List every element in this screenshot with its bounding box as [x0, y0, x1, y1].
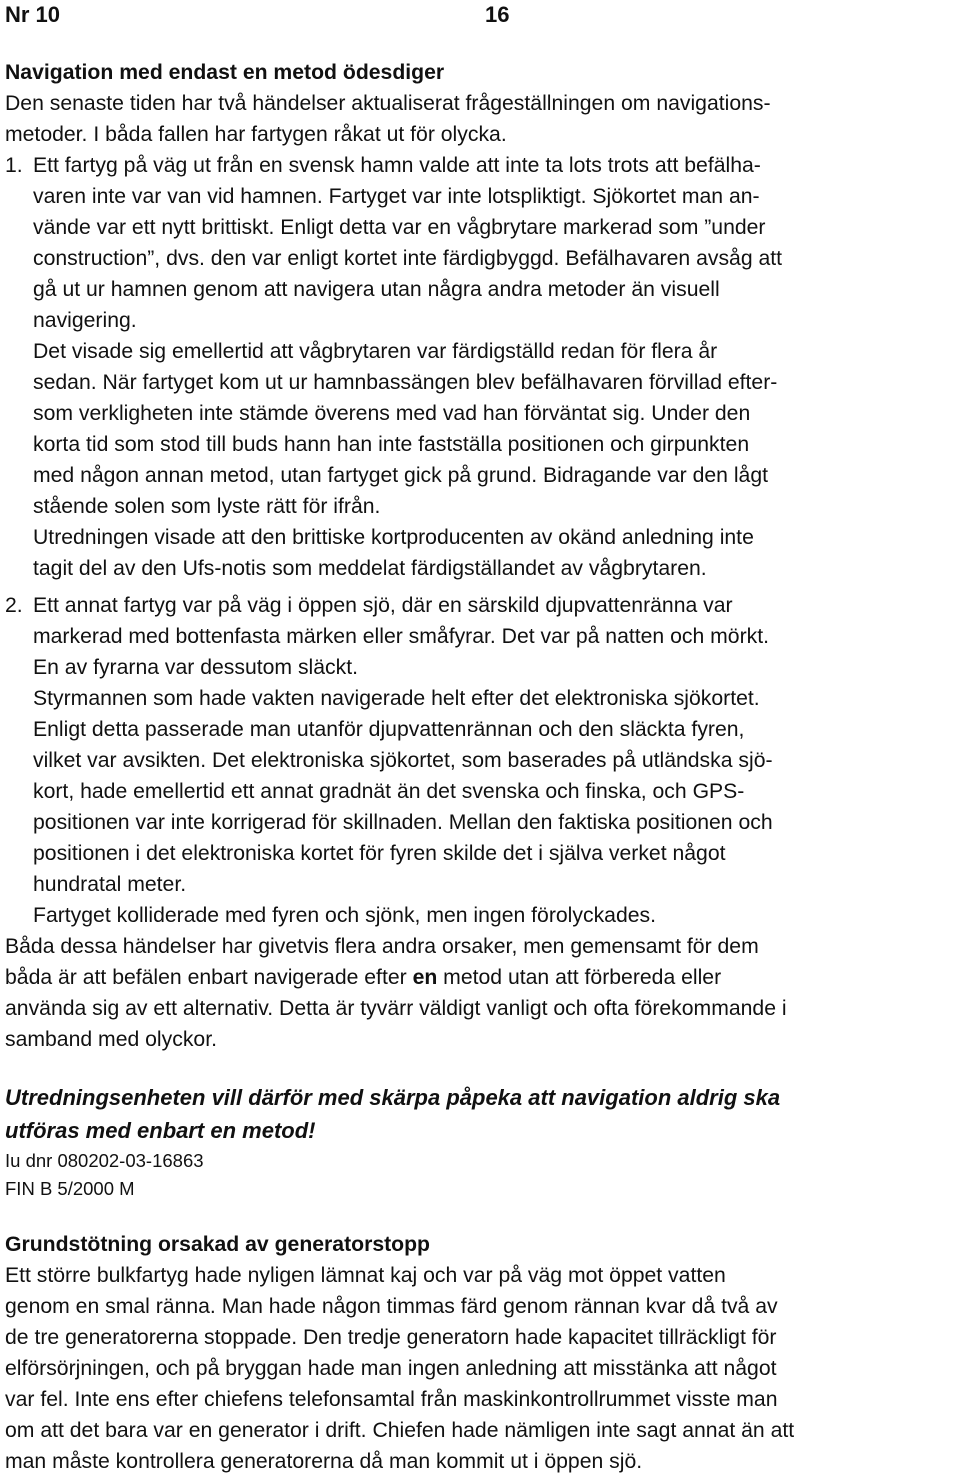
page-header: [0, 0, 960, 30]
reference-line: Iu dnr 080202-03-16863: [5, 1150, 204, 1171]
text-line: Fartyget kolliderade med fyren och sjönk, men ingen förolyckades.: [33, 904, 656, 927]
page-number: 16: [485, 2, 510, 27]
text-line: [5, 590, 953, 621]
text-line: de tre generatorerna stoppade. Den tredje generatorn hade kapacitet tillräckligt för: [5, 1326, 777, 1349]
warning-statement: [5, 1081, 953, 1147]
line-text: Ett fartyg på väg ut från en svensk hamn valde att inte ta lots trots att befälha-: [33, 154, 761, 177]
text-line: om att det bara var en generator i drift. Chiefen hade nämligen inte sagt annat än att: [5, 1419, 795, 1442]
emphasis-text: en: [412, 966, 438, 989]
text-line: [5, 962, 953, 993]
text-line: metoder. I båda fallen har fartygen råkat ut för olycka.: [5, 123, 507, 146]
text-line: genom en smal ränna. Man hade någon timmas färd genom rännan kvar då två av: [5, 1295, 778, 1318]
line-text: båda är att befälen enbart navigerade efter: [5, 966, 413, 989]
text-line: positionen i det elektroniska kortet för fyren skilde det i själva verket något: [33, 842, 726, 865]
text-line: varen inte var van vid hamnen. Fartyget var inte lotspliktigt. Sjökortet man an-: [33, 185, 760, 208]
text-line: kort, hade emellertid ett annat gradnät än det svenska och finska, och GPS-: [33, 780, 745, 803]
text-line: Ett större bulkfartyg hade nyligen lämnat kaj och var på väg mot öppet vatten: [5, 1264, 726, 1287]
article-title: Navigation med endast en metod ödesdiger: [5, 61, 445, 84]
text-line: vilket var avsikten. Det elektroniska sjökortet, som baserades på utländska sjö-: [33, 749, 773, 772]
list-number: 1.: [5, 154, 23, 177]
text-line: tagit del av den Ufs-notis som meddelat färdigställandet av vågbrytaren.: [33, 557, 707, 580]
text-line: [5, 150, 953, 181]
text-line: Styrmannen som hade vakten navigerade helt efter det elektroniska sjökortet.: [33, 687, 760, 710]
line-text: metod utan att förbereda eller: [437, 966, 722, 989]
text-line: Det visade sig emellertid att vågbrytaren var färdigställd redan för flera år: [33, 340, 718, 363]
text-line: elförsörjningen, och på bryggan hade man ingen anledning att misstänka att något: [5, 1357, 777, 1380]
incident-1: [5, 150, 953, 584]
article-title: Grundstötning orsakad av generatorstopp: [5, 1233, 430, 1256]
text-line: med någon annan metod, utan fartyget gick på grund. Bidragande var den lågt: [33, 464, 769, 487]
text-line: hundratal meter.: [33, 873, 187, 896]
reference-line: FIN B 5/2000 M: [5, 1178, 135, 1199]
text-line: Båda dessa händelser har givetvis flera andra orsaker, men gemensamt för dem: [5, 935, 759, 958]
text-line: navigering.: [33, 309, 137, 332]
text-line: Utredningen visade att den brittiske kortproducenten av okänd anledning inte: [33, 526, 754, 549]
text-line: construction”, dvs. den var enligt kortet inte färdigbyggd. Befälhavaren avsåg att: [33, 247, 783, 270]
text-line: Enligt detta passerade man utanför djupvattenrännan och den släckta fyren,: [33, 718, 745, 741]
reference-numbers: [5, 1147, 953, 1203]
text-line: En av fyrarna var dessutom släckt.: [33, 656, 359, 679]
text-line: som verkligheten inte stämde överens med vad han förväntat sig. Under den: [33, 402, 751, 425]
warning-line: utföras med enbart en metod!: [5, 1118, 316, 1143]
text-line: man måste kontrollera generatorerna då man kommit ut i öppen sjö.: [5, 1450, 643, 1473]
issue-number: Nr 10: [5, 2, 61, 27]
text-line: sedan. När fartyget kom ut ur hamnbassängen blev befälhavaren förvillad efter-: [33, 371, 778, 394]
text-line: använda sig av ett alternativ. Detta är tyvärr väldigt vanligt och ofta förekommande i: [5, 997, 787, 1020]
article-body: [5, 1260, 953, 1477]
intro-paragraph: [5, 88, 953, 150]
text-line: vände var ett nytt brittiskt. Enligt detta var en vågbrytare markerad som ”under: [33, 216, 766, 239]
text-line: markerad med bottenfasta märken eller småfyrar. Det var på natten och mörkt.: [33, 625, 769, 648]
text-line: korta tid som stod till buds hann han inte fastställa positionen och girpunkten: [33, 433, 750, 456]
text-line: samband med olyckor.: [5, 1028, 217, 1051]
text-line: positionen var inte korrigerad för skillnaden. Mellan den faktiska positionen och: [33, 811, 773, 834]
line-text: Ett annat fartyg var på väg i öppen sjö, där en särskild djupvattenränna var: [33, 594, 733, 617]
text-line: stående solen som lyste rätt för ifrån.: [33, 495, 381, 518]
list-number: 2.: [5, 594, 23, 617]
text-line: var fel. Inte ens efter chiefens telefonsamtal från maskinkontrollrummet visste man: [5, 1388, 778, 1411]
warning-line: Utredningsenheten vill därför med skärpa påpeka att navigation aldrig ska: [5, 1085, 781, 1110]
text-line: gå ut ur hamnen genom att navigera utan några andra metoder än visuell: [33, 278, 720, 301]
page-content: [5, 57, 953, 1477]
incident-2: [5, 590, 953, 931]
text-line: Den senaste tiden har två händelser aktualiserat frågeställningen om navigations-: [5, 92, 771, 115]
summary-paragraph: [5, 931, 953, 1055]
